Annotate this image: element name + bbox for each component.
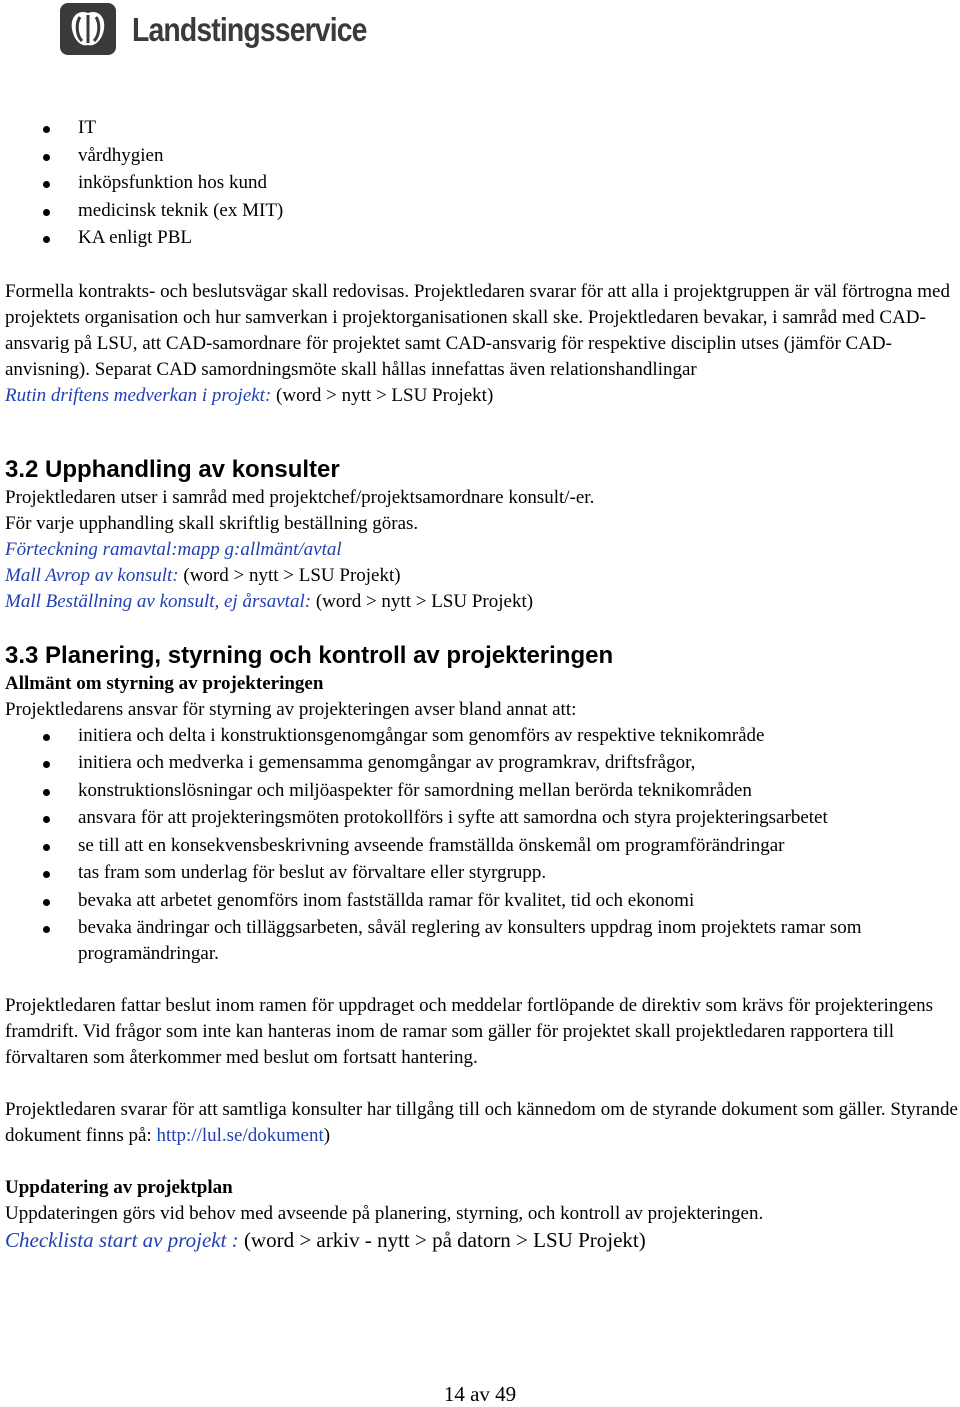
list-item: tas fram som underlag för beslut av förvaltare eller styrgrupp.: [5, 860, 960, 888]
bullet-icon: [43, 816, 50, 823]
list-item: initiera och medverka i gemensamma genomgångar av programkrav, driftsfrågor,: [5, 750, 960, 778]
paragraph-konsulter: Projektledaren svarar för att samtliga konsulter har tillgång till och kännedom om de styrande dokument som gäller. Styrande dokument finns på: http://lul.se/dokument): [5, 1099, 958, 1146]
landstingsservice-logo-icon: [58, 1, 118, 57]
link-lul-dokument[interactable]: http://lul.se/dokument: [156, 1125, 324, 1146]
paragraph-beslut: Projektledaren fattar beslut inom ramen för uppdraget och meddelar fortlöpande de direktiv som krävs för projekteringens framdrift. Vid frågor som inte kan hanteras inom de ramar som gäller för projektet skall projektledaren rapportera till förvaltaren som återkommer med beslut om fortsatt hantering.: [5, 995, 934, 1068]
update-text: Uppdateringen görs vid behov med avseende på planering, styrning, och kontroll av projekteringen.: [5, 1203, 764, 1224]
bullet-icon: [43, 789, 50, 796]
header-logo: [58, 0, 405, 58]
bullet-list-2: [5, 723, 960, 968]
page-number: 14 av 49: [443, 1382, 517, 1406]
list-item: bevaka att arbetet genomförs inom fastställda ramar för kvalitet, tid och ekonomi: [5, 888, 960, 916]
heading-3-3: 3.3 Planering, styrning och kontroll av projekteringen: [5, 641, 614, 669]
list-item: inköpsfunktion hos kund: [5, 170, 960, 198]
bullet-icon: [43, 126, 50, 133]
update-link-line: Checklista start av projekt : (word > arkiv - nytt > på datorn > LSU Projekt): [5, 1228, 646, 1252]
bullet-icon: [43, 236, 50, 243]
section-3-2-body: Projektledaren utser i samråd med projektchef/projektsamordnare konsult/-er. För varje upphandling skall skriftlig beställning göras. Förteckning ramavtal:mapp g:allmänt/avtal Mall Avrop av konsult: (word > nytt > LSU Projekt) Mall Beställning av konsult, ej årsavtal: (word > nytt > LSU Projekt): [5, 486, 595, 612]
heading-3-2: 3.2 Upphandling av konsulter: [5, 455, 340, 483]
list-item: konstruktionslösningar och miljöaspekter för samordning mellan berörda teknikområden: [5, 778, 960, 806]
list-item: initiera och delta i konstruktionsgenomgångar som genomförs av respektive teknikområde: [5, 723, 960, 751]
logo-text: Landstingsservice: [132, 10, 367, 48]
link-checklista[interactable]: Checklista start av projekt :: [5, 1228, 239, 1252]
bullet-icon: [43, 899, 50, 906]
document-body: [5, 112, 960, 1253]
section-3-3-intro: Projektledarens ansvar för styrning av projekteringen avser bland annat att:: [5, 698, 577, 720]
bullet-icon: [43, 926, 50, 933]
list-item: KA enligt PBL: [5, 225, 960, 253]
list-item: IT: [5, 115, 960, 143]
link-mall-avrop[interactable]: Mall Avrop av konsult:: [5, 564, 179, 586]
link-mall-bestallning[interactable]: Mall Beställning av konsult, ej årsavtal:: [5, 590, 312, 612]
bullet-icon: [43, 734, 50, 741]
list-item: se till att en konsekvensbeskrivning avseende framställda önskemål om programförändringar: [5, 833, 960, 861]
bullet-icon: [43, 871, 50, 878]
bullet-icon: [43, 761, 50, 768]
bullet-list-1: [5, 115, 960, 253]
list-item: ansvara för att projekteringsmöten protokollförs i syfte att samordna och styra projekteringsarbetet: [5, 805, 960, 833]
link-rutin-driftens[interactable]: Rutin driftens medverkan i projekt:: [5, 384, 272, 406]
list-item: bevaka ändringar och tilläggsarbeten, såväl reglering av konsulters uppdrag inom projektets ramar som programändringar.: [5, 915, 960, 967]
list-item: medicinsk teknik (ex MIT): [5, 198, 960, 226]
bullet-icon: [43, 154, 50, 161]
paragraph-contracts: Formella kontrakts- och beslutsvägar skall redovisas. Projektledaren svarar för att alla i projektgruppen är väl förtrogna med projektets organisation och hur samverkan i projektorganisationen skall ske. Projektledaren bevakar, i samråd med CAD-ansvarig på LSU, att CAD-samordnare för projektet samt CAD-ansvarig för respektive disciplin utses (jämför CAD-anvisning). Separat CAD samordningsmöte skall hållas innefattas även relationshandlingar Rutin driftens medverkan i projekt: (word > nytt > LSU Projekt): [5, 280, 950, 406]
link-forteckning-ramavtal[interactable]: Förteckning ramavtal:mapp g:allmänt/avtal: [5, 538, 342, 560]
bullet-icon: [43, 209, 50, 216]
bullet-icon: [43, 844, 50, 851]
list-item: vårdhygien: [5, 143, 960, 171]
bullet-icon: [43, 181, 50, 188]
subheading-styrning: Allmänt om styrning av projekteringen: [5, 672, 324, 694]
subheading-uppdatering: Uppdatering av projektplan: [5, 1177, 233, 1198]
